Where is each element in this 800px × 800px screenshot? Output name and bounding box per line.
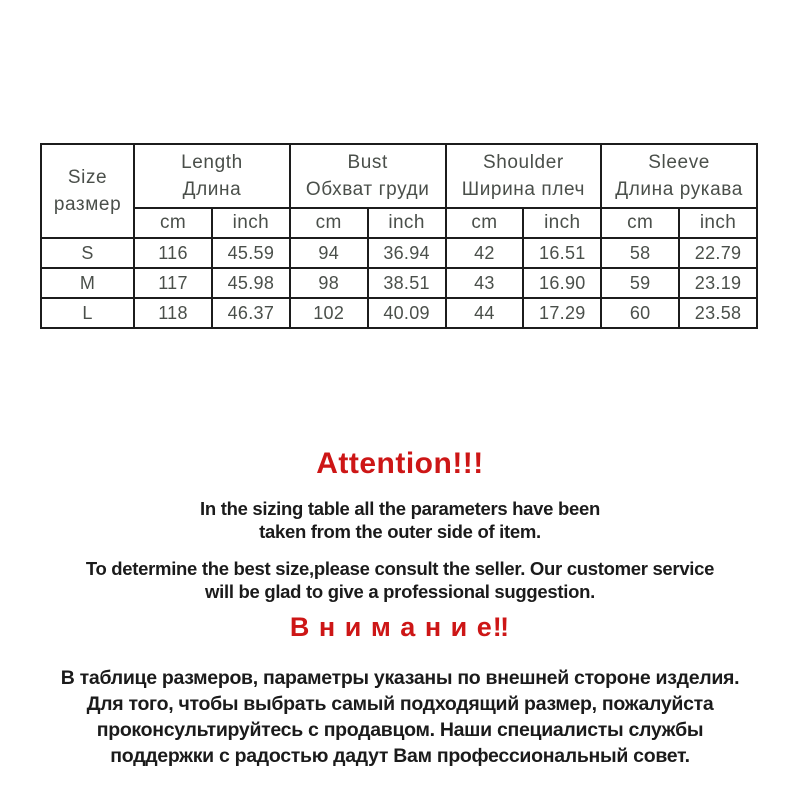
attention-para2-line1: To determine the best size,please consult the seller. Our customer service (85, 558, 715, 579)
measurement-cell: 59 (601, 268, 679, 298)
measurement-cell: 38.51 (368, 268, 446, 298)
measurement-cell: 16.51 (523, 238, 601, 268)
attention-title-en: Attention!!! (316, 447, 484, 480)
measurement-cell: 23.58 (679, 298, 757, 328)
measurement-cell: 118 (134, 298, 212, 328)
bust-column-header (290, 144, 446, 208)
length-header-en: Length (181, 152, 243, 173)
measurement-cell: 45.59 (212, 238, 290, 268)
sleeve-header-en: Sleeve (648, 152, 710, 173)
measurement-cell: 46.37 (212, 298, 290, 328)
attention-notice-russian (20, 612, 780, 769)
length-column-header (134, 144, 290, 208)
measurement-cell: 23.19 (679, 268, 757, 298)
size-row-label: S (41, 238, 134, 268)
measurement-cell: 43 (446, 268, 524, 298)
measurement-cell: 45.98 (212, 268, 290, 298)
bust-header-en: Bust (347, 152, 388, 173)
unit-cm-label: cm (601, 208, 679, 238)
sleeve-column-header (601, 144, 757, 208)
table-row-size-m (41, 268, 757, 298)
sizing-table (40, 143, 758, 329)
attention-paragraph-2 (20, 557, 780, 603)
measurement-cell: 44 (446, 298, 524, 328)
attention-notice-english (20, 447, 780, 603)
size-column-header (41, 144, 134, 238)
measurement-cell: 60 (601, 298, 679, 328)
attention-para1-line1: In the sizing table all the parameters have been (200, 498, 600, 519)
measurement-cell: 116 (134, 238, 212, 268)
sleeve-header-ru: Длина рукава (615, 179, 743, 200)
measurement-cell: 94 (290, 238, 368, 268)
table-row-size-l (41, 298, 757, 328)
measurement-cell: 16.90 (523, 268, 601, 298)
attention-ru-line2: Для того, чтобы выбрать самый подходящий размер, пожалуйста (86, 693, 714, 715)
measurement-cell: 98 (290, 268, 368, 298)
attention-title-ru: В н и м а н и е‼ (289, 612, 511, 642)
units-header-row (41, 208, 757, 238)
unit-cm-label: cm (446, 208, 524, 238)
unit-inch-label: inch (679, 208, 757, 238)
shoulder-column-header (446, 144, 602, 208)
table-row-size-s (41, 238, 757, 268)
unit-cm-label: cm (134, 208, 212, 238)
measurement-cell: 40.09 (368, 298, 446, 328)
table-header-row (41, 144, 757, 208)
size-header-ru: размер (53, 194, 122, 215)
shoulder-header-ru: Ширина плеч (461, 179, 586, 200)
size-row-label: L (41, 298, 134, 328)
measurement-cell: 58 (601, 238, 679, 268)
size-header-en: Size (67, 167, 108, 188)
unit-cm-label: cm (290, 208, 368, 238)
shoulder-header-en: Shoulder (482, 152, 564, 173)
measurement-cell: 17.29 (523, 298, 601, 328)
unit-inch-label: inch (368, 208, 446, 238)
attention-paragraph-ru (20, 665, 780, 769)
measurement-cell: 42 (446, 238, 524, 268)
attention-ru-line1: В таблице размеров, параметры указаны по внешней стороне изделия. (60, 667, 740, 689)
size-row-label: M (41, 268, 134, 298)
length-header-ru: Длина (182, 179, 242, 200)
attention-paragraph-1 (20, 497, 780, 543)
measurement-cell: 102 (290, 298, 368, 328)
attention-para1-line2: taken from the outer side of item. (259, 521, 541, 542)
attention-ru-line3: проконсультируйтесь с продавцом. Наши специалисты службы (96, 719, 704, 741)
measurement-cell: 117 (134, 268, 212, 298)
attention-para2-line2: will be glad to give a professional suggestion. (205, 581, 595, 602)
unit-inch-label: inch (212, 208, 290, 238)
measurement-cell: 22.79 (679, 238, 757, 268)
measurement-cell: 36.94 (368, 238, 446, 268)
unit-inch-label: inch (523, 208, 601, 238)
attention-ru-line4: поддержки с радостью дадут Вам профессиональный совет. (110, 745, 690, 767)
bust-header-ru: Обхват груди (305, 179, 430, 200)
